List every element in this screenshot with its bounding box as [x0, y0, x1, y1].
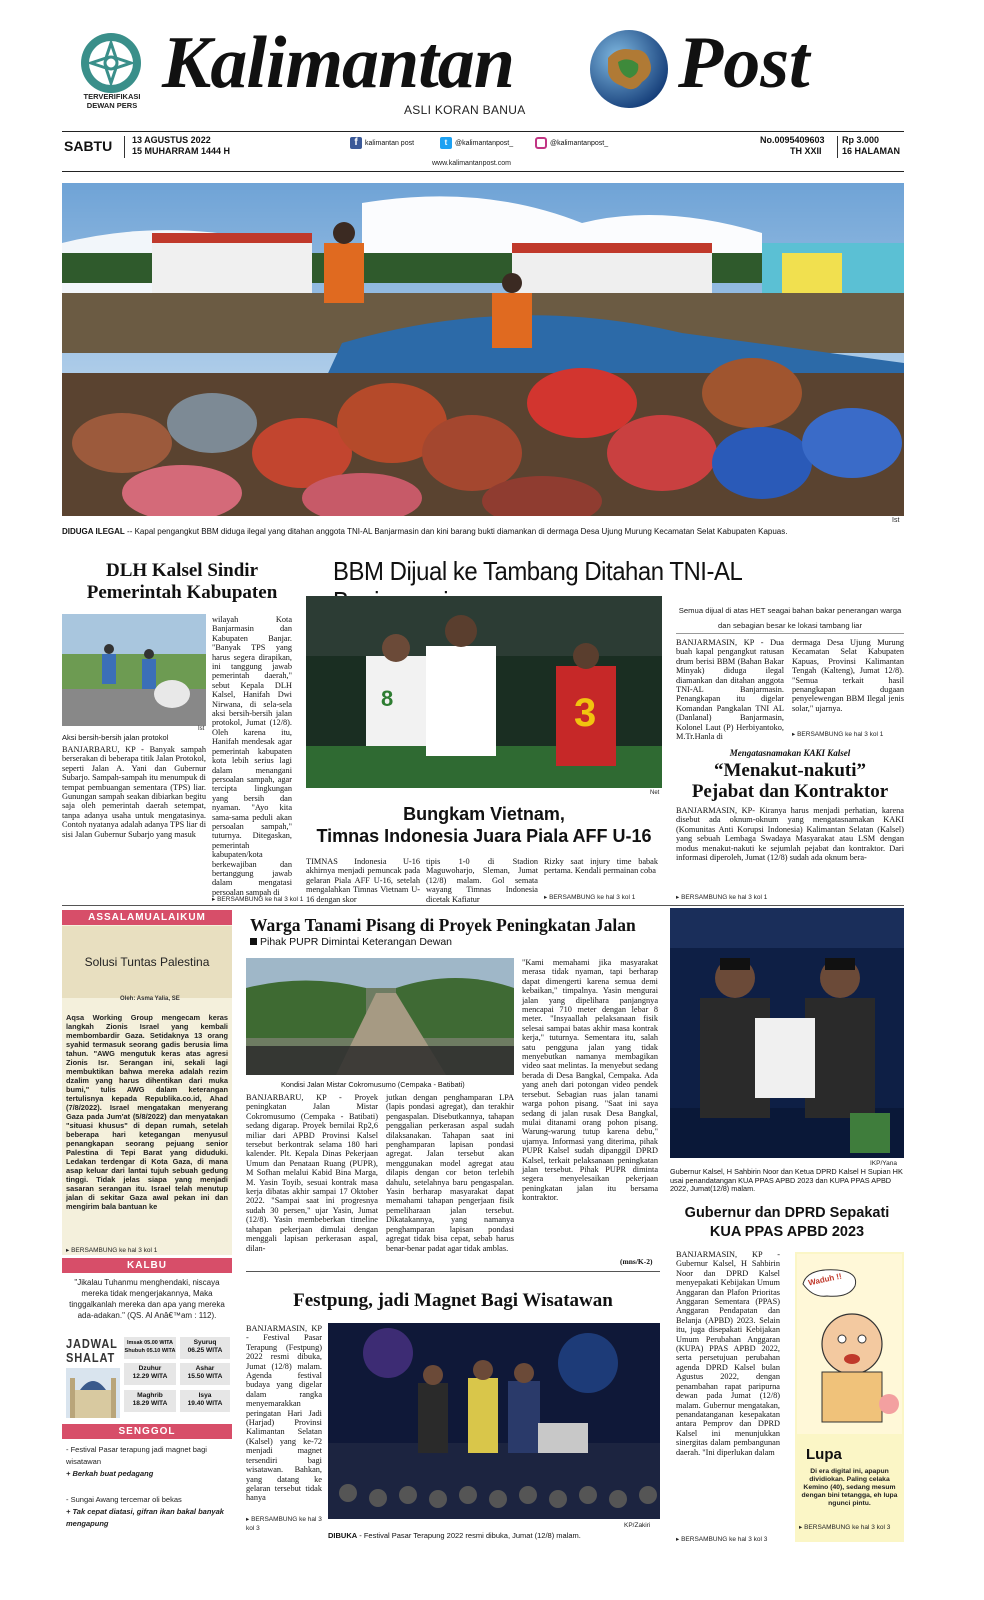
football-body-col1: TIMNAS Indonesia U-16 akhirnya menjadi pemuncak pada gelaran Piala AFF U-16, setelah mengalahkan Timnas Vietnam U-16 dengan skor — [306, 857, 420, 904]
assalamualaikum-title[interactable]: Solusi Tuntas Palestina — [84, 955, 210, 969]
bbm-body-col1: BANJARMASIN, KP - Dua buah kapal pengangkut ratusan drum berisi BBM (Bahan Bakar Minyak) diduga ilegal diamankan dan ditahan anggota TNI-AL Banjarmasin. Penangkapan itu digelar Komandan Pangkalan TNI AL (Danlanal) Banjarmasin, Kolonel Laut (P) Herbiyantoko, M.Tr.Hanla di — [676, 638, 784, 742]
football-continued: ▸ BERSAMBUNG ke hal 3 kol 1 — [544, 894, 636, 901]
masthead-name-left: Kalimantan — [162, 22, 514, 104]
dlh-body-col2: wilayah Kota Banjarmasin dan Kabupaten Banjar. "Banyak TPS yang harus segera dirapikan, ini tanggung jawab pemerintah daerah," sebut Kepala DLH Kalsel, Hanifah Dwi Nirwana, di sela-sela aksi bersih-bersih jalan protokol, Jumat (12/8). Oleh karena itu, Hanifah mendesak agar pemerintah kabupaten kota lebih serius lagi dalam menangani persoalan sampah, agar tercipta lingkungan yang bersih dan nyaman. "Ayo kita sama-sama peduli akan persoalan sampah," tuturnya. Ditegaskan, pemerintah kabupaten/kota berkewajiban dan bertanggung jawab dalam mengatasi persoalan sampah di — [212, 615, 292, 897]
edition-number: No.0095409603 — [760, 135, 825, 145]
pisang-body-col1: BANJARBARU, KP - Proyek peningkatan Jalan Mistar Cokromusumo (Cempaka - Batibati) sedang digarap. Proyek bernilai Rp2,6 miliar dari APBD Provinsi Kalsel tersebut berkontrak selama 180 hari kalender. Plt. Kepala Dinas Pekerjaan Umum dan Penataan Ruang (PUPR), M Sofhan melalui Kabid Bina Marga, M. Yasin Toyib, sesuai kontrak masa kerja dibatas akhir sampai 17 Oktober 2022. "Sampai saat ini progresnya sudah 30 persen," ujar Yasin, Jumat (12/8). Yasin membeberkan timeline tahapan pekerjaan dimulai dengan menggali lapisan perkerasan aspal, dilan- — [246, 1093, 378, 1253]
mosque-icon — [66, 1368, 120, 1418]
cartoon-body: Di era digital ini, apapun dividiokan. Paling celaka Kemino (40), sedang mesum dengan bini tetangga, eh lupa ngunci pintu. — [801, 1468, 898, 1507]
kalbu-header: KALBU — [62, 1258, 232, 1273]
pisang-photo — [246, 958, 514, 1075]
senggol-item-2: - Sungai Awang tercemar oli bekas + Tak cepat diatasi, gifran ikan bakal banyak mengapung — [66, 1495, 224, 1528]
masthead-name-right: Post — [678, 22, 810, 104]
facebook-icon: f — [350, 137, 362, 149]
assalamualaikum-author: Oleh: Asma Yalia, SE — [120, 996, 180, 1002]
bbm-headline[interactable]: BBM Dijual ke Tambang Ditahan TNI-AL — [333, 556, 742, 586]
main-photo-caption: DIDUGA ILEGAL -- Kapal pengangkut BBM diduga ilegal yang ditahan anggota TNI-AL Banjarmasin dan kini barang bukti diamankan di dermaga Desa Ujung Murung Kecamatan Selat Kabupaten Kapuas. — [62, 527, 788, 536]
football-body-col2: tipis 1-0 di Stadion Maguwoharjo, Sleman, Jumat (12/8) malam. Gol semata wayang Timnas Indonesia dicetak Kafiatur — [426, 857, 538, 904]
shalat-syuruq: Syuruq 06.25 WITA — [180, 1337, 230, 1359]
shalat-label-2: SHALAT — [66, 1350, 116, 1365]
dlh-headline[interactable]: DLH Kalsel Sindir Pemerintah Kabupaten — [86, 560, 278, 603]
kaki-headline-2[interactable]: Pejabat dan Kontraktor — [691, 781, 889, 802]
kaki-continued: ▸ BERSAMBUNG ke hal 3 kol 1 — [676, 894, 768, 901]
football-headline-2[interactable]: Timnas Indonesia Juara Piala AFF U-16 — [316, 826, 652, 846]
assalamualaikum-continued: ▸ BERSAMBUNG ke hal 3 kol 1 — [66, 1247, 158, 1254]
gubernur-body: BANJARMASIN, KP - Gubernur Kalsel, H Sahbirin Noor dan DPRD Kalsel menyepakati Kebijakan Umum Anggaran dan Plafon Prioritas Anggaran Sementara (PPAS) Anggaran Pendapatan dan Belanja (APBD) 2023. Selain itu, juga disepakati Kebijakan Umum Perubahan Anggaran (KUPA) PPAS APBD 2022, serta persetujuan perubahan agenda DPRD Kalsel bulan Agustus 2022, dengan penambahan rapat paripurna dewan pada Jumat (12/8) malam. Gubernur mengatakan, penandatanganan kesepakatan antara Pemprov dan DPRD Kalsel ini menunjukkan sinergitas dalam pembangunan daerah. "Ini diperlukan dalam — [676, 1250, 780, 1457]
dlh-photo-caption: Aksi bersih-bersih jalan protokol — [62, 733, 169, 742]
shalat-dzuhur: Dzuhur 12.29 WITA — [124, 1363, 176, 1385]
festpung-photo-caption: DIBUKA - Festival Pasar Terapung 2022 resmi dibuka, Jumat (12/8) malam. — [328, 1531, 581, 1540]
football-body-col3: Rizky saat injury time babak pertama. Kendali permainan coba — [544, 857, 658, 876]
shalat-imsak-subuh: Imsak 05.00 WITA Shubuh 05.10 WITA — [124, 1337, 176, 1359]
shalat-label-1: JADWAL — [66, 1336, 118, 1351]
gubernur-photo-caption: Gubernur Kalsel, H Sahbirin Noor dan Ketua DPRD Kalsel H Supian HK usai penandatangan KUA PPAS APBD 2023 dan KUPA PPAS APBD 2022, Jumat(12/8) malam. — [670, 1167, 903, 1194]
festpung-continued: ▸ BERSAMBUNG ke hal 3 kol 3 — [246, 1516, 322, 1532]
gubernur-photo — [670, 908, 904, 1158]
pisang-signoff: (mns/K-2) — [620, 1257, 653, 1266]
verified-label: TERVERIFIKASI DEWAN PERS — [83, 92, 141, 110]
dewan-pers-icon — [78, 30, 144, 96]
dateline-day: SABTU — [64, 138, 113, 154]
dateline-hijri: 15 MUHARRAM 1444 H — [132, 146, 231, 156]
shalat-maghrib: Maghrib 18.29 WITA — [124, 1390, 176, 1412]
edition-year: TH XXII — [790, 146, 822, 156]
main-photo-credit: Ist — [892, 517, 900, 524]
cartoon-continued: ▸ BERSAMBUNG ke hal 3 kol 3 — [799, 1524, 891, 1531]
gubernur-headline-2[interactable]: KUA PPAS APBD 2023 — [709, 1224, 865, 1240]
gubernur-headline-1[interactable]: Gubernur dan DPRD Sepakati — [684, 1205, 890, 1221]
svg-text:3: 3 — [574, 691, 597, 735]
page-count: 16 HALAMAN — [842, 146, 901, 156]
football-headline-1[interactable]: Bungkam Vietnam, — [403, 804, 565, 824]
website-link[interactable]: www.kalimantanpost.com — [432, 160, 511, 167]
assalamualaikum-body: Aqsa Working Group mengecam keras langkah Zionis Israel yang kembali membombardir Gaza. Setidaknya 13 orang syahid termasuk seorang gadis berusia lima tahun. "AWG mengutuk keras atas agresi Zionis Isr. Serangan ini, sekali lagi membuktikan bahwa mereka adalah rezim dzalim yang harus dihentikan dari muka bumi," tulis AWG dalam keterangan tertulisnya kepada Republika.co.id, Ahad (7/8/2022). Israel mengatakan menyerang Gaza pada Jum'at (5/8/2022) dan menyatakan "situasi khusus" di depan rumah, setelah beberapa hari ketegangan menyusul penangkapan seorang pejuang senior Palestina di Tepi Barat yang diduduki. Ledakan terdengar di Kota Gaza, di mana asap keluar dari lantai tujuh sebuah gedung tinggi. Tidak jelas siapa yang menjadi sasaran serangan itu. Israel telah menutup jalan di sekitar Gaza awal pekan ini dan mengirim bala bantuan ke — [66, 1013, 228, 1211]
bbm-subtitle: Semua dijual di atas HET seagai bahan bakar penerangan warga dan sebagian besar ke lokasi tambang liar — [678, 606, 902, 630]
kaki-body: BANJARMASIN, KP- Kiranya harus menjadi perhatian, karena disebut ada oknum-oknum yang mengatasnamakan KAKI (Komunitas Anti Korupsi Indonesia) Kalimantan Selatan (Kalsel) yang sebuah Lembaga Swadaya Masyarakat atau LSM dengan modus menakut-nakuti ke sejumlah pejabat dan kontraktor. Dari informasi diperoleh, Jumat (12/8) sudah ada oknum bera- — [676, 806, 904, 863]
festpung-photo — [328, 1323, 660, 1519]
dlh-continued: ▸ BERSAMBUNG ke hal 3 kol 1 — [212, 896, 304, 903]
masthead-tagline: ASLI KORAN BANUA — [404, 103, 526, 117]
pisang-photo-caption: Kondisi Jalan Mistar Cokromusumo (Cempaka - Batibati) — [281, 1080, 465, 1089]
cartoon-bubble: Waduh !! — [807, 1271, 843, 1288]
main-photo-fuel-drums — [62, 183, 904, 516]
festpung-body: BANJARMASIN, KP - Festival Pasar Terapung (Festpung) 2022 resmi dibuka, Jumat (12/8) malam. Agenda festival budaya yang digelar dalam rangka menyemarakkan peringatan Hari Jadi (Harjad) Provinsi Kalimantan Selatan (Kalsel) yang ke-72 menjadi magnet tersendiri bagi wisatawan. Bahkan, yang datang ke gelaran tersebut tidak hanya — [246, 1324, 322, 1503]
pisang-body-col2: jutkan dengan penghamparan LPA (lapis pondasi agregat), dan terakhir pengaspalan. Disebutkannya, tahapan penggalian perkerasan aspal sudah dilaksanakan. Tahapan saat ini penghamparan lapisan pondasi agregat. Jalan tersebut akan menggunakan model agregat atau dilapis dengan cor beton terlebih dahulu, setelahnya baru pengaspalan. Yasin berharap masyarakat dapat memahami tahapan pengerjaan fisik pemeliharaan jalan tersebut. Dikatakannya, yang namanya penghamparan lapisan pondasi agregat tidak bisa cepat, sebab harus benar-benar padat agar tidak amblas. — [386, 1093, 514, 1253]
assalamualaikum-header: ASSALAMUALAIKUM — [62, 910, 232, 925]
kaki-headline-1[interactable]: “Menakut-nakuti” — [713, 760, 867, 781]
dlh-photo — [62, 614, 206, 726]
senggol-item-1: - Festival Pasar terapung jadi magnet bagi wisatawan + Berkah buat pedagang — [66, 1445, 207, 1478]
twitter-link[interactable]: t @kalimantanpost_ — [440, 137, 513, 149]
cartoon-title[interactable]: Lupa — [806, 1446, 842, 1463]
globe-icon — [588, 28, 670, 110]
festpung-headline[interactable]: Festpung, jadi Magnet Bagi Wisatawan — [293, 1290, 613, 1311]
pisang-headline[interactable]: Warga Tanami Pisang di Proyek Peningkatan Jalan — [250, 915, 636, 935]
shalat-isya: Isya 19.40 WITA — [180, 1390, 230, 1412]
kaki-kicker: Mengatasnamakan KAKI Kalsel — [729, 748, 851, 758]
instagram-link[interactable]: @kalimantanpost_ — [535, 137, 608, 149]
svg-text:8: 8 — [381, 686, 394, 711]
square-bullet-icon — [250, 938, 257, 945]
shalat-ashar: Ashar 15.50 WITA — [180, 1363, 230, 1385]
bbm-body-col2: dermaga Desa Ujung Murung Kecamatan Selat Kabupaten Kapuas, Provinsi Kalimantan Tengah (Kalteng), Jumat 12/8). "Semua terkait hasil penangkapan dugaan penyelewengan BBM Ilegal jenis solar," ujarnya. — [792, 638, 904, 713]
dateline-date: 13 AGUSTUS 2022 — [132, 135, 211, 145]
gubernur-photo-credit: IKP/Yana — [870, 1160, 897, 1167]
festpung-photo-credit: KP/Zakiri — [624, 1522, 651, 1529]
senggol-header: SENGGOL — [62, 1424, 232, 1439]
price: Rp 3.000 — [842, 135, 880, 145]
bbm-continued: ▸ BERSAMBUNG ke hal 3 kol 1 — [792, 731, 884, 738]
pisang-body-col3: "Kami memahami jika masyarakat merasa tidak nyaman, tapi berharap dapat dimengerti karena semua demi kebaikan," timpalnya. Yasin mengurai jalan yang dipelihara panjangnya mencapai 710 meter dengan lebar 8 meter. "Insyaallah pelaksanaan fisik selesai sampai batas akhir masa kontrak kerja," tuturnya. Sementara itu, salah satu pengguna jalan yang tidak menyebutkan namanya membagikan video saat melintas. Ia menyebut sedang berada di Desa Bangkal, Cempaka. Ada yang aneh dari potongan video pendek tersebut. Sebagian ruas jalan tanami warga pohon pisang. "Saat ini saya sedang di jalan rusak Desa Bangkal, mulai ditanami orang pohon pisang. Warung-warung tutup karena debu," ujarnya. Informasi yang diterima, pihak PUPR Kalsel sudah dipanggil DPRD Kalsel, terkait pelaksanaan peningkatan jalan tersebut. Pihak PUPR diminta segera menyelesaikan pekerjaan peningkatan jalan itu bersama kontraktor. — [522, 958, 658, 1203]
verified-logo — [78, 30, 144, 96]
football-photo-credit: Net — [650, 790, 660, 796]
facebook-link[interactable]: f kalimantan post — [350, 137, 414, 149]
twitter-icon: t — [440, 137, 452, 149]
pisang-subtitle: Pihak PUPR Dimintai Keterangan Dewan — [250, 936, 452, 948]
dlh-photo-credit: Ist — [198, 726, 205, 732]
dlh-body-col1: BANJARBARU, KP - Banyak sampah berserakan di beberapa titik Jalan Protokol, seperti Jalan A. Yani dan Gubernur Subarjo. Sampah-sampah itu menumpuk di tempat pembuangan sementara (TPS) liar. Gunungan sampah seakan dibiarkan begitu saja oleh pemerintah daerah setempat, tanpa adanya usaha untuk mengatasinya. Contoh nyatanya adalah adanya TPS liar di sisi Jalan Gubernur Subarjo yang masuk — [62, 745, 206, 839]
instagram-icon — [535, 137, 547, 149]
kalbu-quote: "Jikalau Tuhanmu menghendaki, niscaya mereka tidak mengerjakannya, Maka tinggalkanlah mereka dan apa yang mereka ada-adakan." (QS. Al Anâ€™am : 112). — [69, 1278, 225, 1320]
gubernur-continued: ▸ BERSAMBUNG ke hal 3 kol 3 — [676, 1536, 768, 1543]
football-photo — [306, 596, 662, 788]
